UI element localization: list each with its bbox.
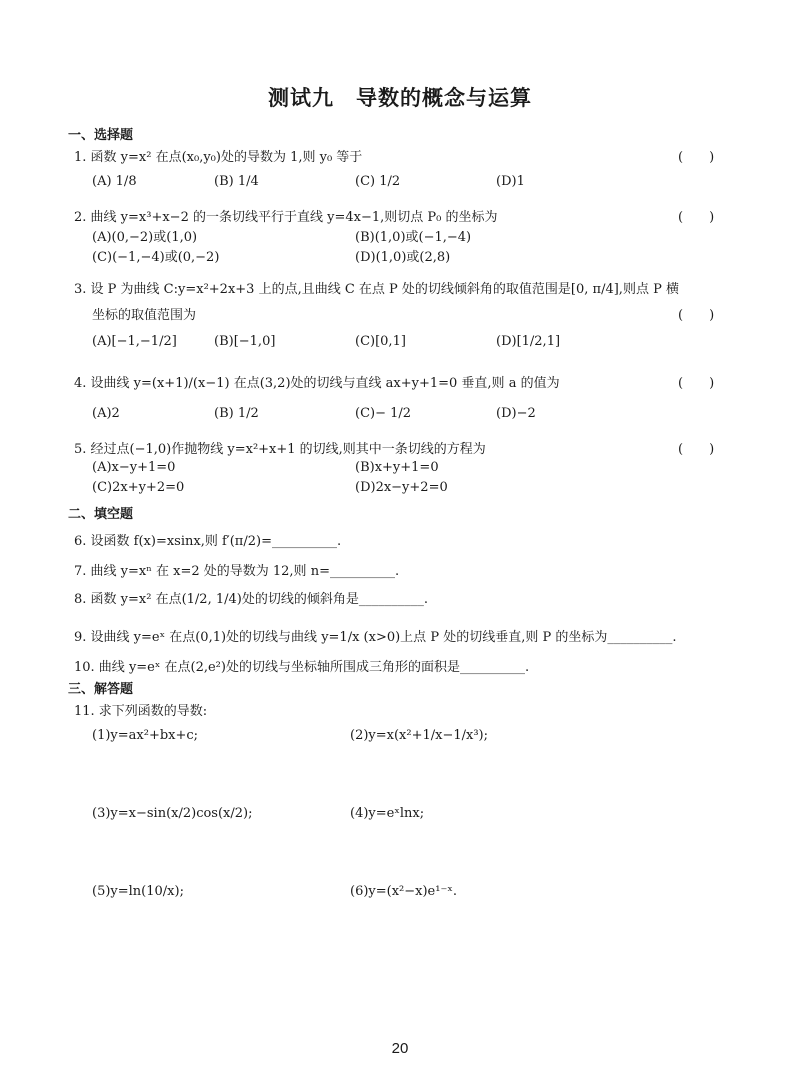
question-11-part-1: (1)y=ax²+bx+c; [92,728,199,743]
question-9: 9. 设曲线 y=eˣ 在点(0,1)处的切线与曲线 y=1/x (x>0)上点 P 处的切线垂直,则 P 的坐标为__________. [74,630,677,645]
option-c: (C) 1/2 [355,174,401,189]
question-1-stem: 1. 函数 y=x² 在点(x₀,y₀)处的导数为 1,则 y₀ 等于 [74,150,363,165]
question-11-stem: 11. 求下列函数的导数: [74,704,208,719]
option-a: (A)2 [92,406,120,421]
option-b: (B)x+y+1=0 [355,460,439,475]
option-c: (C)− 1/2 [355,406,412,421]
question-11-part-4: (4)y=eˣlnx; [350,806,425,821]
option-b: (B)[−1,0] [214,334,276,349]
question-11-part-6: (6)y=(x²−x)e¹⁻ˣ. [350,884,457,899]
option-d: (D)2x−y+2=0 [355,480,448,495]
option-b: (B) 1/4 [214,174,259,189]
page-title: 测试九 导数的概念与运算 [268,86,532,110]
option-c: (C)2x+y+2=0 [92,480,185,495]
question-5-stem: 5. 经过点(−1,0)作抛物线 y=x²+x+1 的切线,则其中一条切线的方程为 [74,442,486,457]
question-11-part-5: (5)y=ln(10/x); [92,884,184,899]
option-d: (D)(1,0)或(2,8) [355,250,451,265]
question-3-stem: 3. 设 P 为曲线 C:y=x²+2x+3 上的点,且曲线 C 在点 P 处的切线倾斜角的取值范围是[0, π/4],则点 P 横 [74,282,679,297]
question-11-part-3: (3)y=x−sin(x/2)cos(x/2); [92,806,253,821]
option-a: (A)x−y+1=0 [92,460,176,475]
option-d: (D)1 [496,174,525,189]
answer-blank: ( ) [678,150,715,165]
section-heading-choice: 一、选择题 [68,128,134,143]
section-heading-fill: 二、填空题 [68,507,134,522]
option-a: (A) 1/8 [92,174,137,189]
option-b: (B)(1,0)或(−1,−4) [355,230,472,245]
question-7: 7. 曲线 y=xⁿ 在 x=2 处的导数为 12,则 n=__________. [74,564,400,579]
option-c: (C)(−1,−4)或(0,−2) [92,250,220,265]
question-10: 10. 曲线 y=eˣ 在点(2,e²)处的切线与坐标轴所围成三角形的面积是__________. [74,660,530,675]
answer-blank: ( ) [678,210,715,225]
option-a: (A)[−1,−1/2] [92,334,177,349]
section-heading-answer: 三、解答题 [68,682,134,697]
option-c: (C)[0,1] [355,334,406,349]
option-a: (A)(0,−2)或(1,0) [92,230,198,245]
question-6: 6. 设函数 f(x)=xsinx,则 f′(π/2)=__________. [74,534,342,549]
answer-blank: ( ) [678,442,715,457]
page-number: 20 [391,1040,409,1057]
question-4-stem: 4. 设曲线 y=(x+1)/(x−1) 在点(3,2)处的切线与直线 ax+y+1=0 垂直,则 a 的值为 [74,376,560,391]
option-d: (D)[1/2,1] [496,334,561,349]
answer-blank: ( ) [678,308,715,323]
question-11-part-2: (2)y=x(x²+1/x−1/x³); [350,728,489,743]
question-8: 8. 函数 y=x² 在点(1/2, 1/4)处的切线的倾斜角是__________. [74,592,428,607]
option-d: (D)−2 [496,406,536,421]
question-3-stem-continued: 坐标的取值范围为 [92,308,197,323]
option-b: (B) 1/2 [214,406,259,421]
question-2-stem: 2. 曲线 y=x³+x−2 的一条切线平行于直线 y=4x−1,则切点 P₀ 的坐标为 [74,210,498,225]
answer-blank: ( ) [678,376,715,391]
